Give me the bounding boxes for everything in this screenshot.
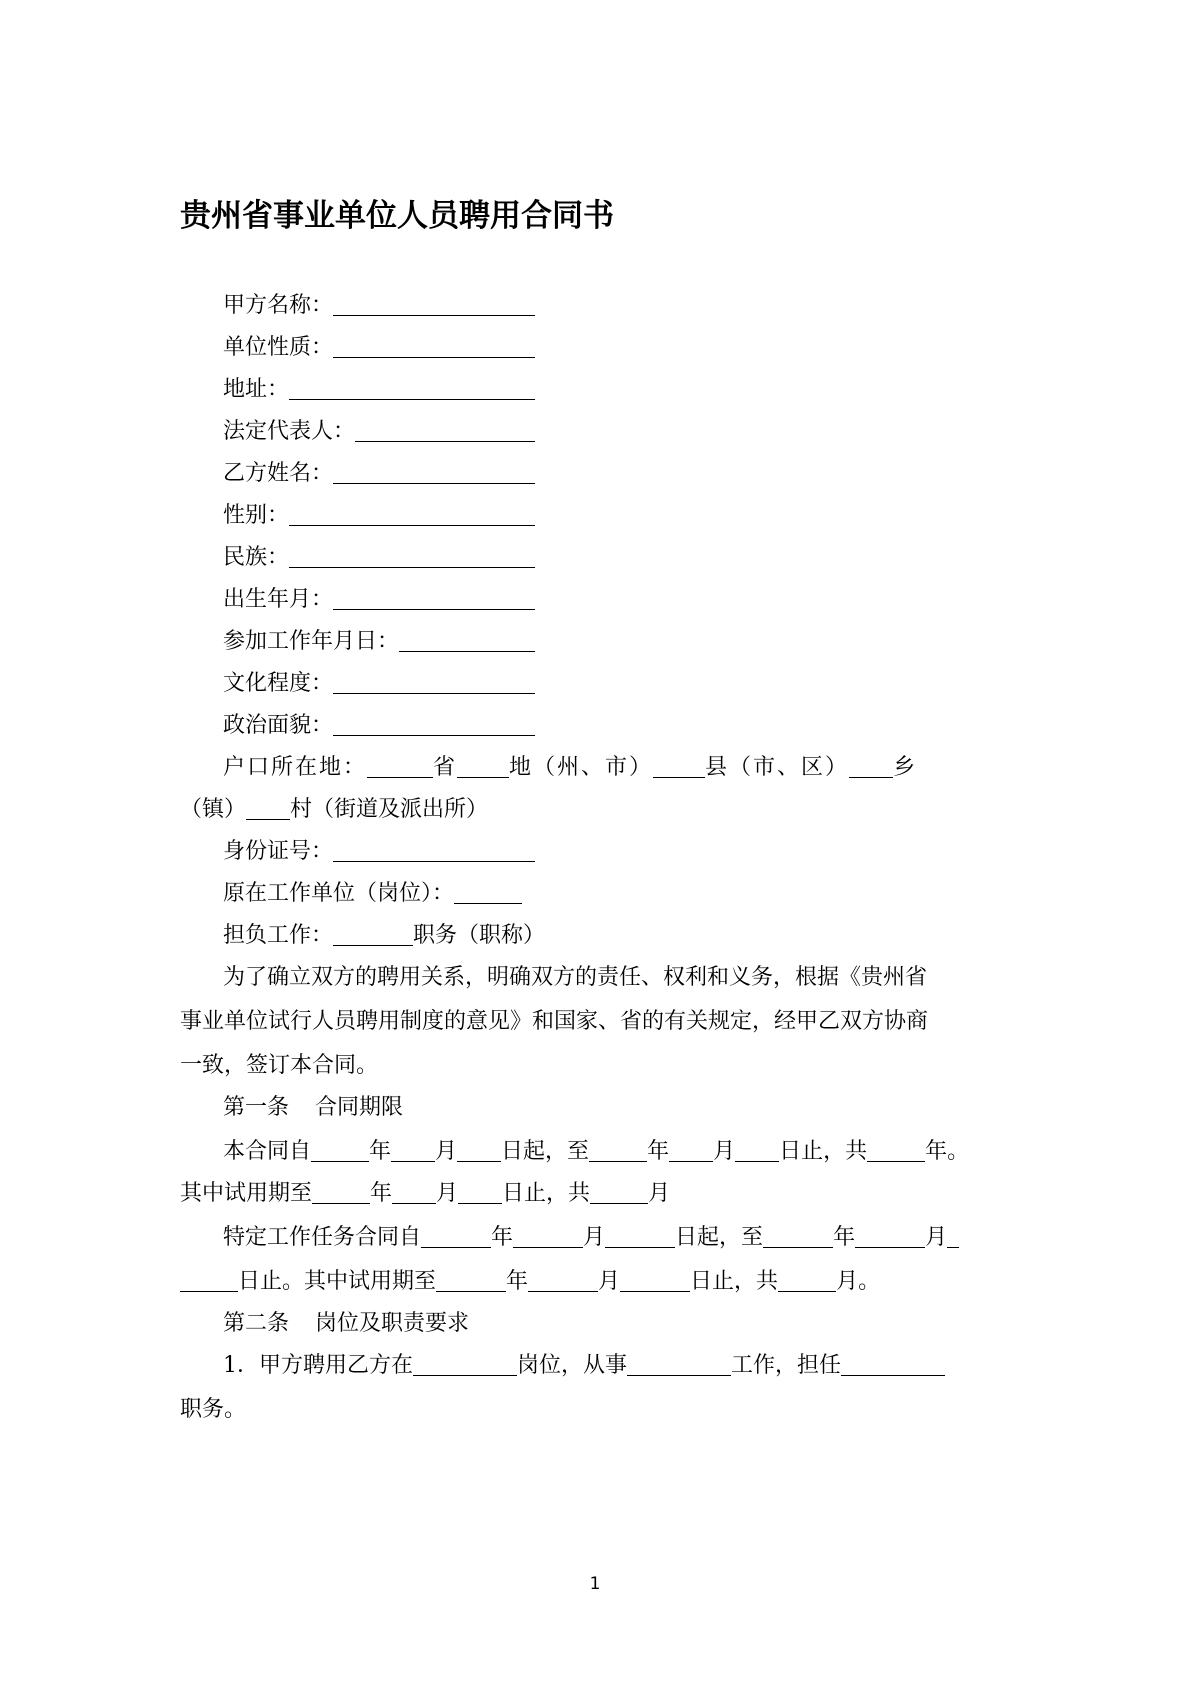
text-xian: 县（市、区） [705,755,850,780]
fill-blank[interactable] [333,715,535,736]
fill-blank[interactable] [311,1141,369,1162]
text: 月 [925,1225,948,1250]
fill-blank[interactable] [867,1141,925,1162]
field-ethnicity [223,540,535,571]
article-title: 岗位及职责要求 [315,1311,470,1336]
fill-blank[interactable] [589,1141,647,1162]
field-id-no [223,834,535,865]
fill-blank[interactable] [399,631,535,652]
text: 年 [647,1139,670,1164]
fill-blank[interactable] [457,757,509,778]
article-1-para-2 [223,1220,959,1251]
field-label: 民族： [223,545,290,570]
text: 年 [369,1139,392,1164]
fill-blank[interactable] [528,1271,598,1292]
field-work-start [223,624,535,655]
text-xiang: 乡 [893,755,918,780]
text-zhen: （镇） [180,797,247,822]
fill-blank[interactable] [513,1227,583,1248]
article-2-item-1 [223,1348,945,1379]
field-party-b-name [223,456,535,487]
preamble-line-3: 一致，签订本合同。 [180,1053,379,1078]
text: 其中试用期至 [180,1181,313,1206]
fill-blank[interactable] [421,1227,491,1248]
fill-blank[interactable] [457,1141,501,1162]
text: 年 [833,1225,856,1250]
field-political [223,708,535,739]
article-1-para-1 [223,1134,969,1165]
fill-blank[interactable] [333,337,535,358]
fill-blank[interactable] [855,1227,925,1248]
text: 年 [506,1269,529,1294]
fill-blank[interactable] [391,1141,435,1162]
field-label: 出生年月： [223,587,334,612]
text-duty-suffix: 职务（职称） [413,923,546,948]
field-party-a-name [223,288,535,319]
article-2-item-1-cont: 职务。 [180,1397,247,1422]
text: 工作，担任 [731,1353,842,1378]
field-gender [223,498,535,529]
field-legal-rep [223,414,535,445]
text: 月 [583,1225,606,1250]
field-label: 原在工作单位（岗位）： [223,881,455,906]
text: 日止。其中试用期至 [238,1269,437,1294]
preamble-line-1: 为了确立双方的聘用关系，明确双方的责任、权利和义务，根据《贵州省 [223,965,928,990]
text: 特定工作任务合同自 [223,1225,422,1250]
fill-blank[interactable] [333,589,535,610]
text: 月 [598,1269,621,1294]
field-label: 担负工作： [223,923,334,948]
fill-blank[interactable] [289,505,535,526]
fill-blank[interactable] [333,463,535,484]
field-label: 身份证号： [223,839,334,864]
field-unit-nature [223,330,535,361]
text: 年 [491,1225,514,1250]
text: 月 [436,1181,459,1206]
fill-blank[interactable] [355,421,535,442]
field-duty [223,918,545,949]
fill-blank[interactable] [735,1141,779,1162]
fill-blank[interactable] [849,757,893,778]
text: 年 [370,1181,393,1206]
text: 1．甲方聘用乙方在 [223,1353,413,1378]
field-label: 政治面貌： [223,713,334,738]
article-1-para-2-cont [180,1264,880,1295]
field-label: 单位性质： [223,335,334,360]
fill-blank[interactable] [289,547,535,568]
document-title: 贵州省事业单位人员聘用合同书 [180,198,614,234]
fill-blank[interactable] [180,1271,238,1292]
fill-blank[interactable] [333,925,413,946]
fill-blank[interactable] [413,1355,517,1376]
field-label: 乙方姓名： [223,461,334,486]
fill-blank[interactable] [620,1271,690,1292]
article-1-heading [223,1090,403,1121]
fill-blank[interactable] [333,295,535,316]
fill-blank[interactable] [454,883,522,904]
field-address [223,372,535,403]
field-label: 户口所在地： [223,755,368,780]
text: 月。 [836,1269,881,1294]
text: 月 [435,1139,458,1164]
text: 年。 [925,1139,970,1164]
fill-blank[interactable] [653,757,705,778]
field-education [223,666,535,697]
fill-blank[interactable] [947,1227,959,1248]
field-label: 甲方名称： [223,293,334,318]
field-label: 参加工作年月日： [223,629,400,654]
text: 岗位，从事 [517,1353,628,1378]
text: 日止，共 [690,1269,779,1294]
text: 日止，共 [779,1139,868,1164]
fill-blank[interactable] [436,1271,506,1292]
text: 日起，至 [501,1139,590,1164]
text-sheng: 省 [433,755,458,780]
field-label: 性别： [223,503,290,528]
article-number: 第一条 [223,1095,290,1120]
article-1-para-1-cont [180,1176,670,1207]
fill-blank[interactable] [246,799,290,820]
fill-blank[interactable] [289,379,535,400]
field-hukou [223,750,917,781]
fill-blank[interactable] [605,1227,675,1248]
field-label: 文化程度： [223,671,334,696]
fill-blank[interactable] [333,841,535,862]
article-number: 第二条 [223,1311,290,1336]
text: 日止，共 [502,1181,591,1206]
fill-blank[interactable] [367,757,433,778]
text: 月 [648,1181,671,1206]
text-di: 地（州、市） [509,755,654,780]
page-number: 1 [589,1574,601,1594]
fill-blank[interactable] [763,1227,833,1248]
fill-blank[interactable] [392,1183,436,1204]
fill-blank[interactable] [312,1183,370,1204]
fill-blank[interactable] [590,1183,648,1204]
fill-blank[interactable] [333,673,535,694]
field-orig-unit [223,876,522,907]
article-title: 合同期限 [315,1095,404,1120]
article-2-heading [223,1306,469,1337]
preamble-line-2: 事业单位试行人员聘用制度的意见》和国家、省的有关规定，经甲乙双方协商 [180,1009,929,1034]
text: 月 [713,1139,736,1164]
text-cun: 村（街道及派出所） [290,797,489,822]
field-label: 法定代表人： [223,419,356,444]
fill-blank[interactable] [669,1141,713,1162]
fill-blank[interactable] [627,1355,731,1376]
text: 本合同自 [223,1139,312,1164]
field-hukou-cont [180,792,488,823]
fill-blank[interactable] [458,1183,502,1204]
fill-blank[interactable] [841,1355,945,1376]
field-birth [223,582,535,613]
fill-blank[interactable] [778,1271,836,1292]
field-label: 地址： [223,377,290,402]
text: 日起，至 [675,1225,764,1250]
